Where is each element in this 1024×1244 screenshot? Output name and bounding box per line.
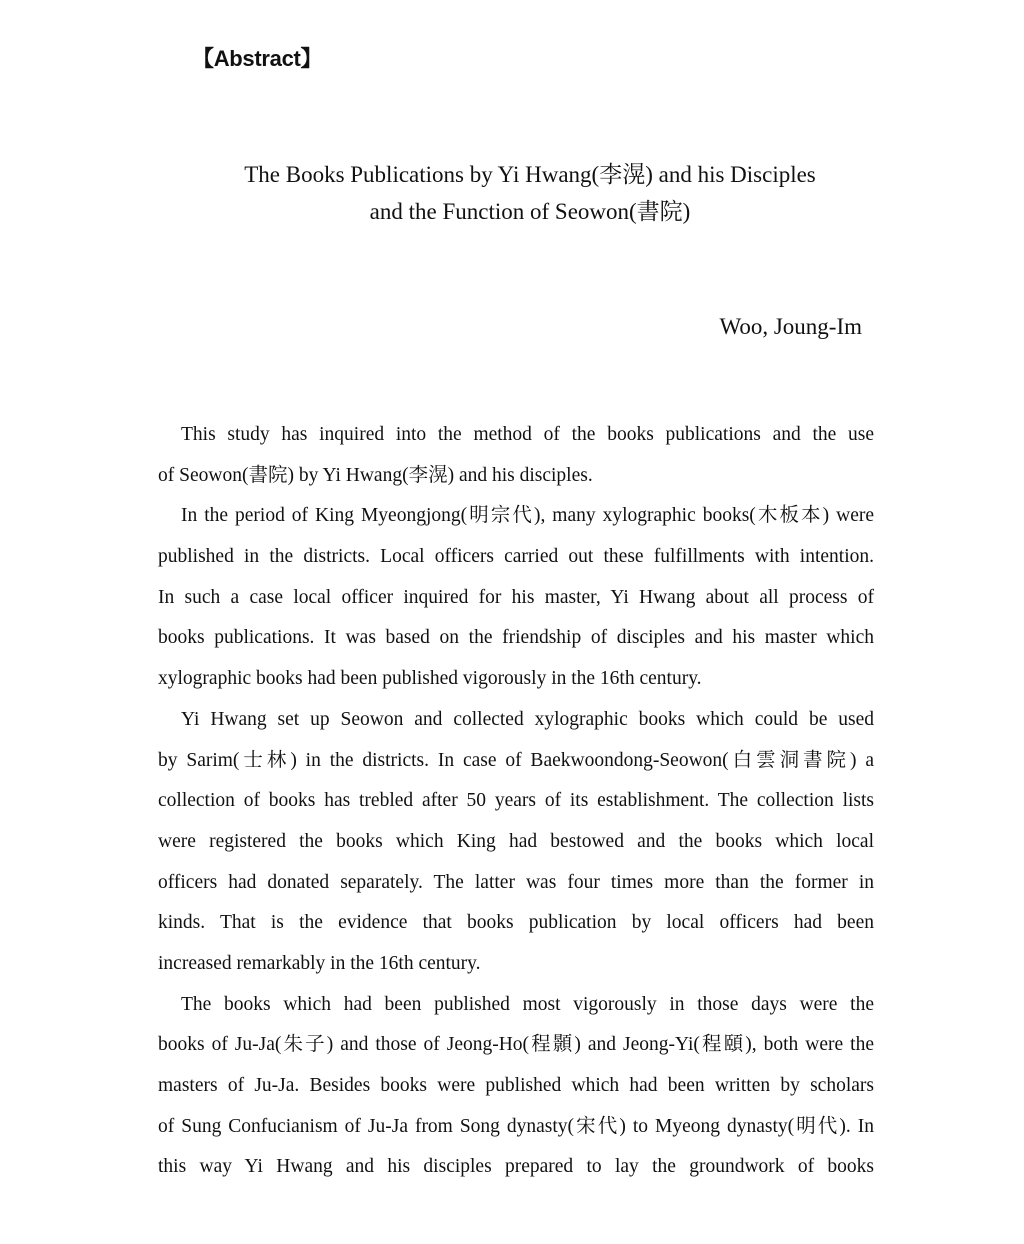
author-name: Woo, Joung-Im xyxy=(719,314,862,339)
body-line: masters of Ju-Ja. Besides books were published which had been written by scholars xyxy=(158,1075,874,1096)
body-line: officers had donated separately. The latter was four times more than the former in xyxy=(158,871,874,893)
body-line: books of Ju-Ja(朱子) and those of Jeong-Ho(程顥) and Jeong-Yi(程頤), both were the xyxy=(158,1034,874,1056)
body-line: of Seowon(書院) by Yi Hwang(李滉) and his disciples. xyxy=(158,464,593,486)
body-line: books publications. It was based on the friendship of disciples and his master which xyxy=(158,627,874,649)
abstract-body xyxy=(158,415,874,1188)
body-line: by Sarim(士林) in the districts. In case of Baekwoondong-Seowon(白雲洞書院) a xyxy=(158,749,874,771)
body-line: In such a case local officer inquired for his master, Yi Hwang about all process of xyxy=(158,586,874,608)
body-line: kinds. That is the evidence that books publication by local officers had been xyxy=(158,912,874,934)
body-line: This study has inquired into the method of the books publications and the use xyxy=(181,424,874,445)
title-line: and the Function of Seowon(書院) xyxy=(369,199,691,224)
body-line: In the period of King Myeongjong(明宗代), many xylographic books(木板本) were xyxy=(181,505,874,527)
body-line: published in the districts. Local officers carried out these fulfillments with intention. xyxy=(158,546,874,568)
body-line: xylographic books had been published vigorously in the 16th century. xyxy=(158,668,702,690)
title-line: The Books Publications by Yi Hwang(李滉) and his Disciples xyxy=(244,162,816,187)
body-line: of Sung Confucianism of Ju-Ja from Song dynasty(宋代) to Myeong dynasty(明代). In xyxy=(158,1115,874,1137)
body-line: collection of books has trebled after 50 years of its establishment. The collection lists xyxy=(158,790,874,812)
body-line: The books which had been published most vigorously in those days were the xyxy=(181,993,874,1015)
body-line: were registered the books which King had bestowed and the books which local xyxy=(158,830,874,852)
paper-title xyxy=(150,156,910,230)
body-line: increased remarkably in the 16th century. xyxy=(158,952,481,974)
body-line: Yi Hwang set up Seowon and collected xylographic books which could be used xyxy=(181,708,874,730)
section-heading: 【Abstract】 xyxy=(192,46,323,71)
body-line: this way Yi Hwang and his disciples prepared to lay the groundwork of books xyxy=(158,1156,874,1178)
